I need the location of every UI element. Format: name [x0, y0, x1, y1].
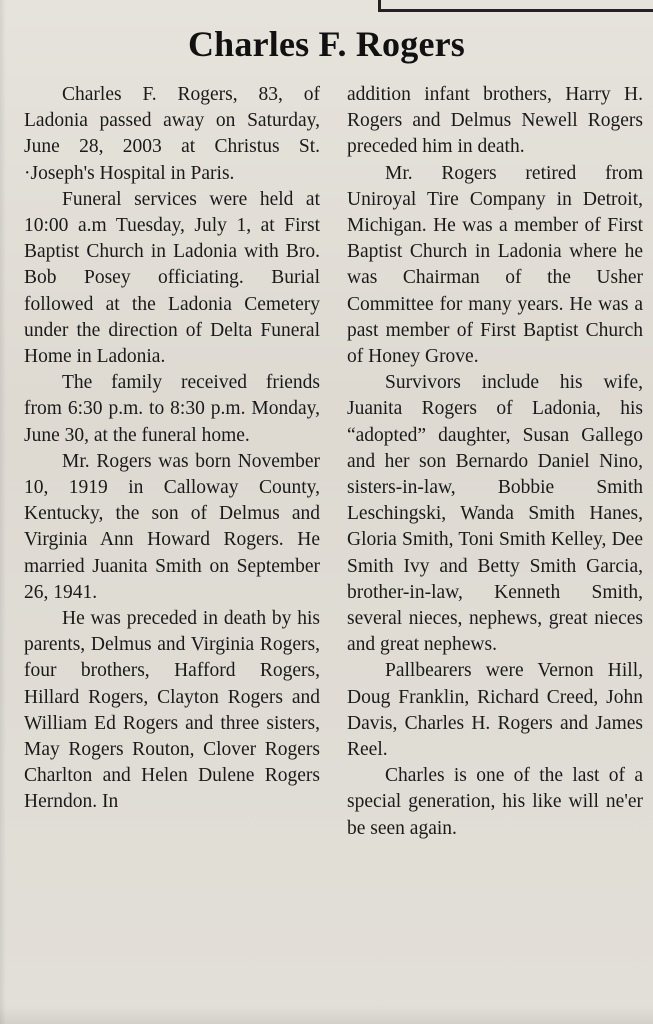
- paragraph-pallbearers: Pallbearers were Vernon Hill, Doug Franklin, Richard Creed, John Davis, Charles H. Rogers and James Reel.: [347, 660, 643, 761]
- border-rule: [378, 0, 653, 12]
- paragraph-closing: Charles is one of the last of a special generation, his like will ne'er be seen again.: [347, 765, 643, 839]
- paragraph-death-notice: Charles F. Rogers, 83, of Ladonia passed away on Saturday, June 28, 2003 at Christus St. ·Joseph's Hospital in Paris.: [24, 84, 320, 184]
- left-column: [24, 82, 320, 816]
- paragraph-birth-marriage: Mr. Rogers was born November 10, 1919 in Calloway County, Kentucky, the son of Delmus and Virginia Ann Howard Rogers. He married Juanita Smith on September 26, 1941.: [24, 450, 320, 603]
- paragraph-funeral-services: Funeral services were held at 10:00 a.m Tuesday, July 1, at First Baptist Church in Ladonia with Bro. Bob Posey officiating. Burial followed at the Ladonia Cemetery under the direction of Delta Funeral Home in Ladonia.: [24, 188, 320, 368]
- paragraph-career: Mr. Rogers retired from Uniroyal Tire Company in Detroit, Michigan. He was a member of First Baptist Church in Ladonia where he was Chairman of the Usher Committee for many years. He was a past member of First Baptist Church of Honey Grove.: [347, 162, 643, 368]
- obituary-headline: Charles F. Rogers: [187, 24, 466, 64]
- right-column: [347, 82, 643, 842]
- paragraph-preceded-continued: addition infant brothers, Harry H. Rogers and Delmus Newell Rogers preceded him in death.: [347, 84, 643, 158]
- paragraph-survivors: Survivors include his wife, Juanita Rogers of Ladonia, his “adopted” daughter, Susan Gallego and her son Bernardo Daniel Nino, sisters-in-law, Bobbie Smith Leschingski, Wanda Smith Hanes, Gloria Smith, Toni Smith Kelley, Dee Smith Ivy and Betty Smith Garcia, brother-in-law, Kenneth Smith, several nieces, nephews, great nieces and great nephews.: [347, 372, 643, 656]
- scan-shadow-bottom: [0, 1006, 653, 1024]
- scan-shadow-left: [0, 0, 6, 1024]
- paragraph-visitation: The family received friends from 6:30 p.m. to 8:30 p.m. Monday, June 30, at the funeral home.: [24, 372, 320, 446]
- paragraph-preceded-in-death: He was preceded in death by his parents, Delmus and Virginia Rogers, four brothers, Hafford Rogers, Hillard Rogers, Clayton Rogers and William Ed Rogers and three sisters, May Rogers Routon, Clover Rogers Charlton and Helen Dulene Rogers Herndon. In: [24, 608, 320, 813]
